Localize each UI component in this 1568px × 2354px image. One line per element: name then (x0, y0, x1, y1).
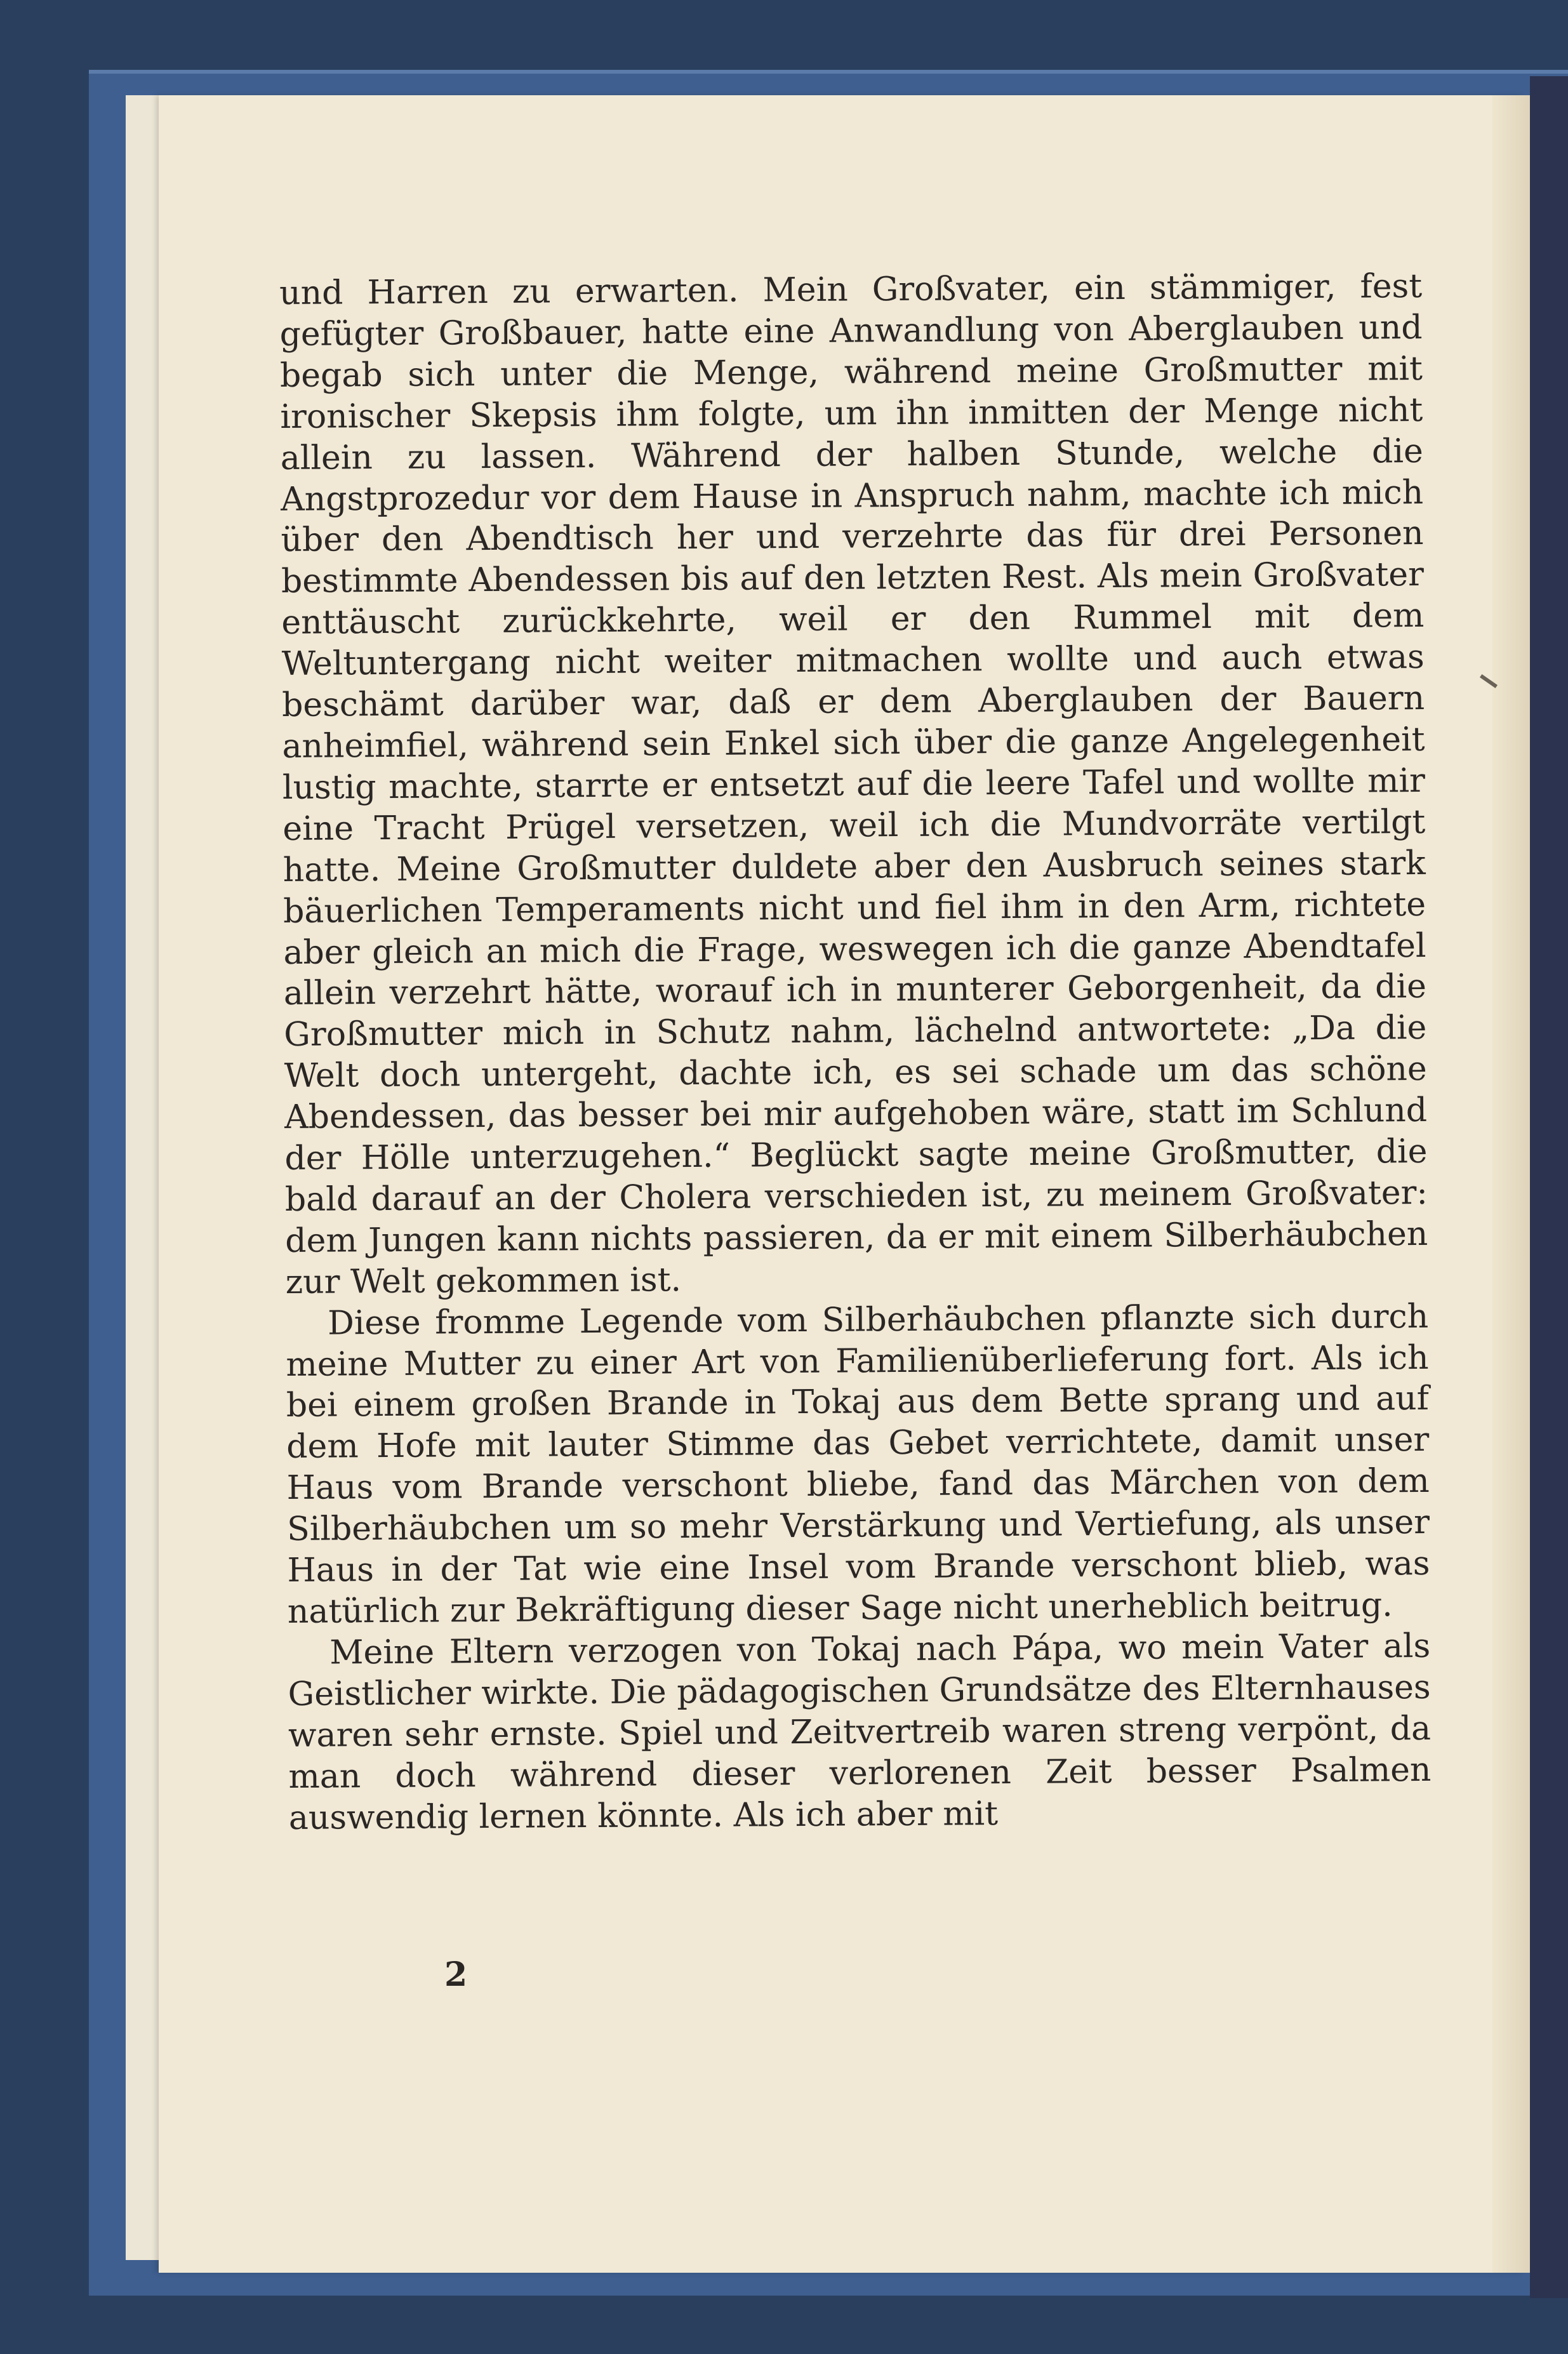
paragraph-3: Meine Eltern verzogen von Tokaj nach Pápa, wo mein Vater als Geistlicher wirkte. Die pädagogischen Grundsätze des Elternhauses waren sehr ernste. Spiel und Zeitvertreib waren streng verpönt, da man doch während dieser verlorenen Zeit besser Psalmen auswendig lernen könnte. Als ich aber mit (288, 1626, 1432, 1837)
binding-strip (1530, 76, 1568, 2298)
paragraph-1: und Harren zu erwarten. Mein Großvater, ein stämmiger, fest gefügter Großbauer, hatte eine Anwandlung von Aberglauben und begab sich unter die Menge, während meine Großmutter mit ironischer Skepsis ihm folgte, um ihn inmitten der Menge nicht allein zu lassen. Während der halben Stunde, welche die Angstprozedur vor dem Hause in Anspruch nahm, machte ich mich über den Abendtisch her und verzehrte das für drei Personen bestimmte Abendessen bis auf den letzten Rest. Als mein Großvater enttäuscht zurückkehrte, weil er den Rummel mit dem Weltuntergang nicht weiter mitmachen wollte und auch etwas beschämt darüber war, daß er dem Aberglauben der Bauern anheimfiel, während sein Enkel sich über die ganze Angelegenheit lustig machte, starrte er entsetzt auf die leere Tafel und wollte mir eine Tracht Prügel versetzen, weil ich die Mundvorräte vertilgt hatte. Meine Großmutter duldete aber den Ausbruch seines stark bäuerlichen Temperaments nicht und fiel ihm in den Arm, richtete aber gleich an mich die Frage, weswegen ich die ganze Abendtafel allein verzehrt hätte, worauf ich in munterer Geborgenheit, da die Großmutter mich in Schutz nahm, lächelnd antwortete: „Da die Welt doch untergeht, dachte ich, es sei schade um das schöne Abendessen, das besser bei mir aufgehoben wäre, statt im Schlund der Hölle unterzugehen.“ Beglückt sagte meine Großmutter, die bald darauf an der Cholera verschieden ist, zu meinem Großvater: dem Jungen kann nichts passieren, da er mit einem Silberhäubchen zur Welt gekommen ist. (279, 267, 1428, 1301)
body-text (279, 266, 1432, 1839)
page-number: 2 (444, 1955, 468, 1994)
paragraph-2: Diese fromme Legende vom Silberhäubchen pflanzte sich durch meine Mutter zu einer Art von Familienüberlieferung fort. Als ich bei einem großen Brande in Tokaj aus dem Bette sprang und auf dem Hofe mit lauter Stimme das Gebet verrichtete, damit unser Haus vom Brande verschont bliebe, fand das Märchen von dem Silberhäubchen um so mehr Verstärkung und Vertiefung, als unser Haus in der Tat wie eine Insel vom Brande verschont blieb, was natürlich zur Bekräftigung dieser Sage nicht unerheblich beitrug. (286, 1297, 1430, 1631)
